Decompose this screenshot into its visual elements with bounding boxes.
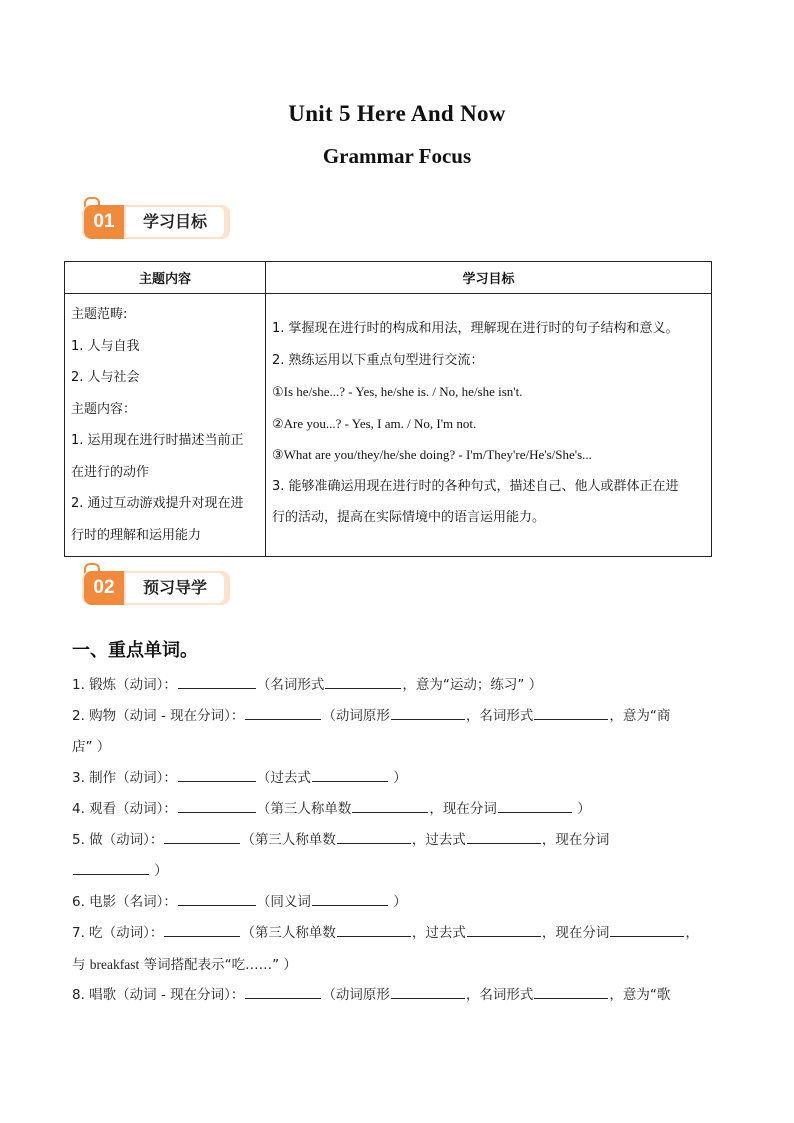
answer-blank[interactable] bbox=[178, 769, 256, 782]
table-header-topic: 主题内容 bbox=[65, 262, 266, 294]
answer-blank[interactable] bbox=[164, 924, 240, 937]
topic-line: 2. 通过互动游戏提升对现在进 bbox=[71, 496, 244, 511]
vocab-list bbox=[72, 670, 718, 1011]
answer-blank[interactable] bbox=[534, 707, 608, 720]
list-item: 6. 电影（名词）： （同义词 ） bbox=[72, 894, 407, 910]
section-number: 02 bbox=[84, 571, 124, 605]
list-item: 店” ） bbox=[72, 739, 111, 755]
answer-blank[interactable] bbox=[312, 893, 388, 906]
goal-line: ①Is he/she...? - Yes, he/she is. / No, he/she isn't. bbox=[272, 384, 523, 399]
topic-line: 1. 运用现在进行时描述当前正 bbox=[71, 433, 244, 448]
answer-blank[interactable] bbox=[391, 707, 465, 720]
goals-cell bbox=[266, 294, 712, 557]
list-item: 4. 观看（动词）： （第三人称单数 ，现在分词 ） bbox=[72, 801, 591, 817]
goal-line: 2. 熟练运用以下重点句型进行交流： bbox=[272, 352, 484, 368]
answer-blank[interactable] bbox=[178, 893, 256, 906]
answer-blank[interactable] bbox=[352, 800, 428, 813]
goal-line: 1. 掌握现在进行时的构成和用法，理解现在进行时的句子结构和意义。 bbox=[272, 321, 679, 336]
answer-blank[interactable] bbox=[312, 769, 388, 782]
section-badge-01 bbox=[82, 197, 232, 239]
topic-line: 2. 人与社会 bbox=[71, 370, 140, 385]
answer-blank[interactable] bbox=[467, 831, 541, 844]
goal-line: 行的活动，提高在实际情境中的语言运用能力。 bbox=[272, 510, 546, 525]
answer-blank[interactable] bbox=[178, 800, 256, 813]
section-number: 01 bbox=[84, 205, 124, 239]
page-title: Unit 5 Here And Now bbox=[288, 101, 506, 126]
page-subtitle: Grammar Focus bbox=[322, 144, 472, 168]
vocab-heading: 一、重点单词。 bbox=[72, 640, 198, 661]
section-badge-02 bbox=[82, 563, 232, 605]
section-label: 学习目标 bbox=[126, 207, 224, 237]
list-item: 7. 吃（动词）： （第三人称单数 ，过去式 ，现在分词 ， bbox=[72, 925, 699, 941]
goal-line: ②Are you...? - Yes, I am. / No, I'm not. bbox=[272, 415, 477, 431]
list-item: ） bbox=[72, 856, 718, 887]
answer-blank[interactable] bbox=[178, 676, 256, 689]
topic-line: 1. 人与自我 bbox=[71, 338, 140, 354]
list-item: 8. 唱歌（动词 - 现在分词）： （动词原形 ，名词形式 ，意为“歌 bbox=[72, 987, 671, 1003]
answer-blank[interactable] bbox=[337, 831, 411, 844]
list-item: 3. 制作（动词）： （过去式 ） bbox=[72, 770, 407, 786]
answer-blank[interactable] bbox=[245, 707, 321, 720]
list-item: 与 breakfast 等词搭配表示“吃……” ） bbox=[72, 957, 297, 973]
list-item: 5. 做（动词）： （第三人称单数 ，过去式 ，现在分词 bbox=[72, 832, 610, 848]
topic-cell bbox=[65, 294, 266, 557]
topic-line: 在进行的动作 bbox=[71, 464, 150, 480]
answer-blank[interactable] bbox=[498, 800, 572, 813]
list-item: 1. 锻炼（动词）： （名词形式 ，意为“运动；练习” ） bbox=[72, 677, 543, 693]
goal-line: ③What are you/they/he/she doing? - I'm/They're/He's/She's... bbox=[272, 447, 592, 462]
answer-blank[interactable] bbox=[391, 986, 465, 999]
answer-blank[interactable] bbox=[534, 986, 608, 999]
table-header-goals: 学习目标 bbox=[266, 262, 712, 294]
topic-line: 行时的理解和运用能力 bbox=[71, 527, 202, 543]
goal-line: 3. 能够准确运用现在进行时的各种句式，描述自己、他人或群体正在进 bbox=[272, 478, 679, 494]
goals-table bbox=[64, 261, 712, 557]
answer-blank[interactable] bbox=[467, 924, 541, 937]
answer-blank[interactable] bbox=[245, 986, 321, 999]
topic-line: 主题内容： bbox=[71, 401, 137, 417]
answer-blank[interactable] bbox=[325, 676, 401, 689]
topic-line: 主题范畴: bbox=[71, 307, 128, 322]
list-item: 2. 购物（动词 - 现在分词）： （动词原形 ，名词形式 ，意为“商 bbox=[72, 708, 671, 724]
section-label: 预习导学 bbox=[126, 573, 224, 603]
answer-blank[interactable] bbox=[164, 831, 240, 844]
answer-blank[interactable] bbox=[610, 924, 684, 937]
answer-blank[interactable] bbox=[73, 862, 149, 875]
answer-blank[interactable] bbox=[337, 924, 411, 937]
